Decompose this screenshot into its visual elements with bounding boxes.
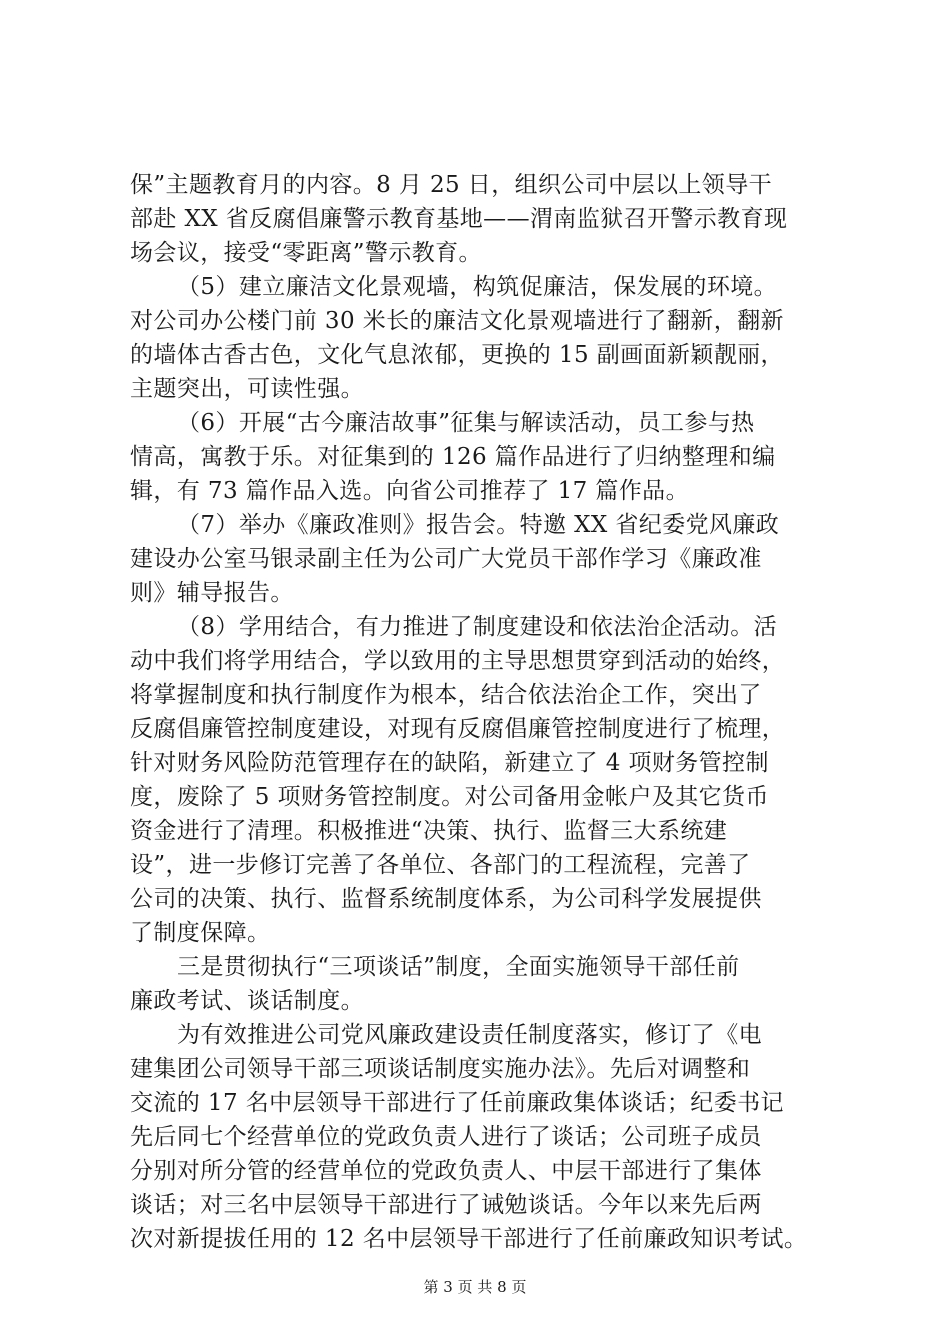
text-line: 分别对所分管的经营单位的党政负责人、中层干部进行了集体 — [130, 1158, 762, 1184]
text-line: 次对新提拔任用的 12 名中层领导干部进行了任前廉政知识考试。 — [130, 1226, 808, 1252]
text-line: 保”主题教育月的内容。8 月 25 日，组织公司中层以上领导干 — [130, 172, 772, 198]
document-body — [130, 168, 830, 1256]
paragraph-start-line: （6）开展“古今廉洁故事”征集与解读活动，员工参与热 — [177, 410, 755, 436]
text-line: 对公司办公楼门前 30 米长的廉洁文化景观墙进行了翻新，翻新 — [130, 308, 784, 334]
text-line: 交流的 17 名中层领导干部进行了任前廉政集体谈话；纪委书记 — [130, 1090, 784, 1116]
text-line: 公司的决策、执行、监督系统制度体系，为公司科学发展提供 — [130, 886, 762, 912]
text-line: 针对财务风险防范管理存在的缺陷，新建立了 4 项财务管控制 — [130, 750, 769, 776]
text-line: 动中我们将学用结合，学以致用的主导思想贯穿到活动的始终， — [130, 648, 786, 674]
text-line: 部赴 XX 省反腐倡廉警示教育基地——渭南监狱召开警示教育现 — [130, 206, 788, 232]
text-line: 谈话；对三名中层领导干部进行了诫勉谈话。今年以来先后两 — [130, 1192, 762, 1218]
text-line: 场会议，接受“零距离”警示教育。 — [130, 240, 482, 266]
text-line: 则》辅导报告。 — [130, 580, 294, 606]
text-line: 度，废除了 5 项财务管控制度。对公司备用金帐户及其它货币 — [130, 784, 769, 810]
paragraph-start-line: 为有效推进公司党风廉政建设责任制度落实，修订了《电 — [177, 1022, 762, 1048]
text-line: 将掌握制度和执行制度作为根本，结合依法治企工作，突出了 — [130, 682, 762, 708]
paragraph-start-line: 三是贯彻执行“三项谈话”制度，全面实施领导干部任前 — [177, 954, 740, 980]
text-line: 辑，有 73 篇作品入选。向省公司推荐了 17 篇作品。 — [130, 478, 689, 504]
text-line: 反腐倡廉管控制度建设，对现有反腐倡廉管控制度进行了梳理， — [130, 716, 786, 742]
text-line: 建集团公司领导干部三项谈话制度实施办法》。先后对调整和 — [130, 1056, 751, 1082]
text-line: 先后同七个经营单位的党政负责人进行了谈话；公司班子成员 — [130, 1124, 762, 1150]
text-line: 建设办公室马银录副主任为公司广大党员干部作学习《廉政准 — [130, 546, 762, 572]
text-line: 了制度保障。 — [130, 920, 271, 946]
page-number-footer: 第 3 页 共 8 页 — [423, 1278, 527, 1296]
text-line: 主题突出，可读性强。 — [130, 376, 364, 402]
text-line: 设”，进一步修订完善了各单位、各部门的工程流程，完善了 — [130, 852, 751, 878]
text-line: 的墙体古香古色，文化气息浓郁，更换的 15 副画面新颖靓丽， — [130, 342, 784, 368]
text-line: 资金进行了清理。积极推进“决策、执行、监督三大系统建 — [130, 818, 728, 844]
paragraph-start-line: （5）建立廉洁文化景观墙，构筑促廉洁，保发展的环境。 — [177, 274, 778, 300]
text-line: 情高，寓教于乐。对征集到的 126 篇作品进行了归纳整理和编 — [130, 444, 776, 470]
paragraph-start-line: （7）举办《廉政准则》报告会。特邀 XX 省纪委党风廉政 — [177, 512, 780, 538]
text-line: 廉政考试、谈话制度。 — [130, 988, 364, 1014]
paragraph-start-line: （8）学用结合，有力推进了制度建设和依法治企活动。活 — [177, 614, 778, 640]
